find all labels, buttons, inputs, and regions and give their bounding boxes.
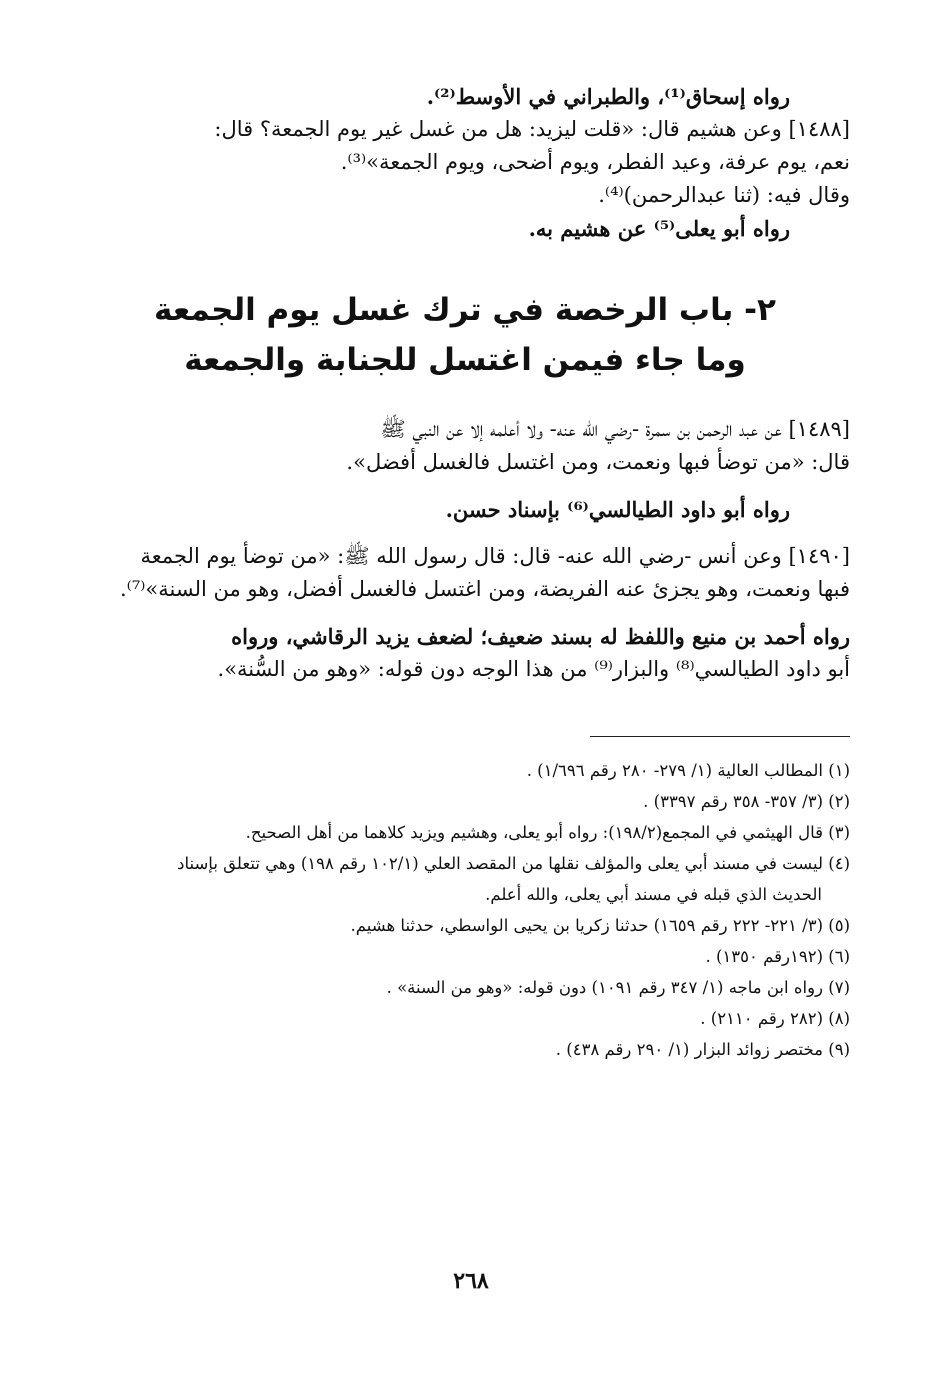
- footnote-9: (٩) مختصر زوائد البزار (١/ ٢٩٠ رقم ٤٣٨) .: [555, 1040, 850, 1059]
- hadith-1488-line1: [١٤٨٨] وعن هشيم قال: «قلت ليزيد: هل من غسل غير يوم الجمعة؟ قال:: [214, 117, 850, 141]
- footnotes: [80, 755, 850, 1065]
- footnote-5: (٥) (٣/ ٢٢١- ٢٢٢ رقم ١٦٥٩) حدثنا زكريا بن يحيى الواسطي، حدثنا هشيم.: [350, 916, 850, 935]
- chapter-title-line2: وما جاء فيمن اغتسل للجنابة والجمعة: [184, 342, 746, 378]
- footnote-3: (٣) قال الهيثمي في المجمع(١٩٨/٢): رواه أبو يعلى، وهشيم ويزيد كلاهما من أهل الصحيح.: [245, 823, 850, 842]
- footnote-7: (٧) رواه ابن ماجه (١/ ٣٤٧ رقم ١٠٩١) دون قوله: «وهو من السنة» .: [386, 978, 850, 997]
- hadith-1488-line2: نعم، يوم عرفة، وعيد الفطر، ويوم أضحى، ويوم الجمعة»⁽³⁾.: [340, 150, 850, 174]
- footnote-1: (١) المطالب العالية (١/ ٢٧٩- ٢٨٠ رقم ١/٦٩٦) .: [526, 761, 850, 780]
- footnote-4: (٤) ليست في مسند أبي يعلى والمؤلف نقلها من المقصد العلي (١٠٢/١ رقم ١٩٨) وهي تتعلق بإسناد: [177, 854, 850, 873]
- hadith-1490-narration1: رواه أحمد بن منيع واللفظ له بسند ضعيف؛ لضعف يزيد الرقاشي، ورواه: [231, 624, 850, 649]
- narration-line: رواه إسحاق⁽¹⁾، والطبراني في الأوسط⁽²⁾.: [426, 84, 790, 109]
- page-number: ٢٦٨: [453, 1268, 489, 1294]
- hadith-1489-narration: رواه أبو داود الطيالسي⁽⁶⁾ بإسناد حسن.: [445, 497, 790, 522]
- footnote-4-continued: الحديث الذي قبله في مسند أبي يعلى، والله أعلم.: [485, 885, 822, 904]
- hadith-1489-line2: قال: «من توضأ فبها ونعمت، ومن اغتسل فالغسل أفضل».: [346, 450, 850, 474]
- hadith-1488-note: وقال فيه: (ثنا عبدالرحمن)⁽⁴⁾.: [598, 183, 850, 207]
- footnote-6: (٦) (١٩٢رقم ١٣٥٠) .: [705, 947, 850, 966]
- hadith-1490-narration2: أبو داود الطيالسي⁽⁸⁾ والبزار⁽⁹⁾ من هذا الوجه دون قوله: «وهو من السُّنة».: [217, 657, 850, 681]
- hadith-1490-line2: فبها ونعمت، وهو يجزئ عنه الفريضة، ومن اغتسل فالغسل أفضل، وهو من السنة»⁽⁷⁾.: [119, 577, 850, 601]
- footnote-divider: [590, 736, 850, 737]
- chapter-title: [80, 285, 850, 385]
- page-body: [80, 80, 850, 1065]
- footnote-2: (٢) (٣/ ٣٥٧- ٣٥٨ رقم ٣٣٩٧) .: [643, 792, 850, 811]
- hadith-1489-line1: [١٤٨٩] عن عبد الرحمن بن سمرة -رضي الله عنه- ولا أعلمه إلا عن النبي ﷺ: [380, 417, 850, 441]
- hadith-1490-line1: [١٤٩٠] وعن أنس -رضي الله عنه- قال: قال رسول الله ﷺ: «من توضأ يوم الجمعة: [140, 544, 850, 568]
- narration-line: رواه أبو يعلى⁽⁵⁾ عن هشيم به.: [528, 216, 790, 241]
- footnote-8: (٨) (٢٨٢ رقم ٢١١٠) .: [700, 1009, 850, 1028]
- chapter-title-line1: ٢- باب الرخصة في ترك غسل يوم الجمعة: [154, 292, 776, 328]
